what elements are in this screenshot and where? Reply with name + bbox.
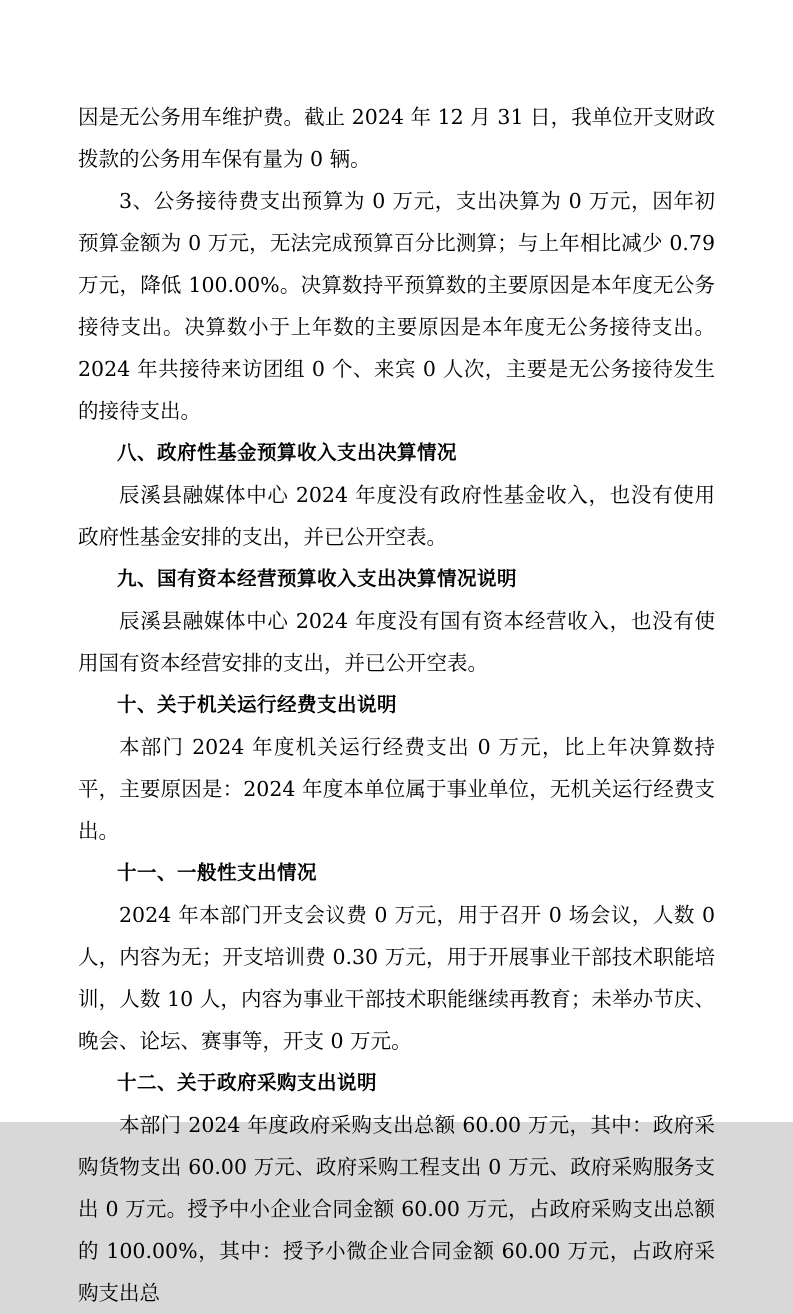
document-body [78, 96, 715, 1314]
paragraph-gov-fund: 辰溪县融媒体中心 2024 年度没有政府性基金收入，也没有使用政府性基金安排的支出，并已公开空表。 [78, 483, 715, 549]
paragraph-vehicle-maintenance: 因是无公务用车维护费。截止 2024 年 12 月 31 日，我单位开支财政拨款的公务用车保有量为 0 辆。 [78, 105, 715, 171]
paragraph-state-capital: 辰溪县融媒体中心 2024 年度没有国有资本经营收入，也没有使用国有资本经营安排的支出，并已公开空表。 [78, 609, 715, 675]
section-heading-10: 十、关于机关运行经费支出说明 [117, 693, 398, 716]
paragraph-operating-cost: 本部门 2024 年度机关运行经费支出 0 万元，比上年决算数持平，主要原因是：2024 年度本单位属于事业单位，无机关运行经费支出。 [78, 735, 715, 843]
section-heading-12: 十二、关于政府采购支出说明 [117, 1071, 378, 1094]
paragraph-general-expense: 2024 年本部门开支会议费 0 万元，用于召开 0 场会议，人数 0 人，内容为无；开支培训费 0.30 万元，用于开展事业干部技术职能培训，人数 10 人，内容为事业干部技术职能继续再教育；未举办节庆、晚会、论坛、赛事等，开支 0 万元。 [78, 903, 715, 1053]
paragraph-official-reception: 3、公务接待费支出预算为 0 万元，支出决算为 0 万元，因年初预算金额为 0 万元，无法完成预算百分比测算；与上年相比减少 0.79 万元，降低 100.00%。决算数持平预算数的主要原因是本年度无公务接待支出。决算数小于上年数的主要原因是本年度无公务接待支出。2024 年共接待来访团组 0 个、来宾 0 人次，主要是无公务接待发生的接待支出。 [78, 189, 715, 423]
paragraph-gov-procurement: 本部门 2024 年度政府采购支出总额 60.00 万元，其中：政府采购货物支出 60.00 万元、政府采购工程支出 0 万元、政府采购服务支出 0 万元。授予中小企业合同金额 60.00 万元，占政府采购支出总额的 100.00%，其中：授予小微企业合同金额 60.00 万元，占政府采购支出总 [78, 1113, 715, 1305]
section-heading-8: 八、政府性基金预算收入支出决算情况 [117, 441, 458, 464]
section-heading-9: 九、国有资本经营预算收入支出决算情况说明 [117, 567, 518, 590]
section-heading-11: 十一、一般性支出情况 [117, 861, 318, 884]
